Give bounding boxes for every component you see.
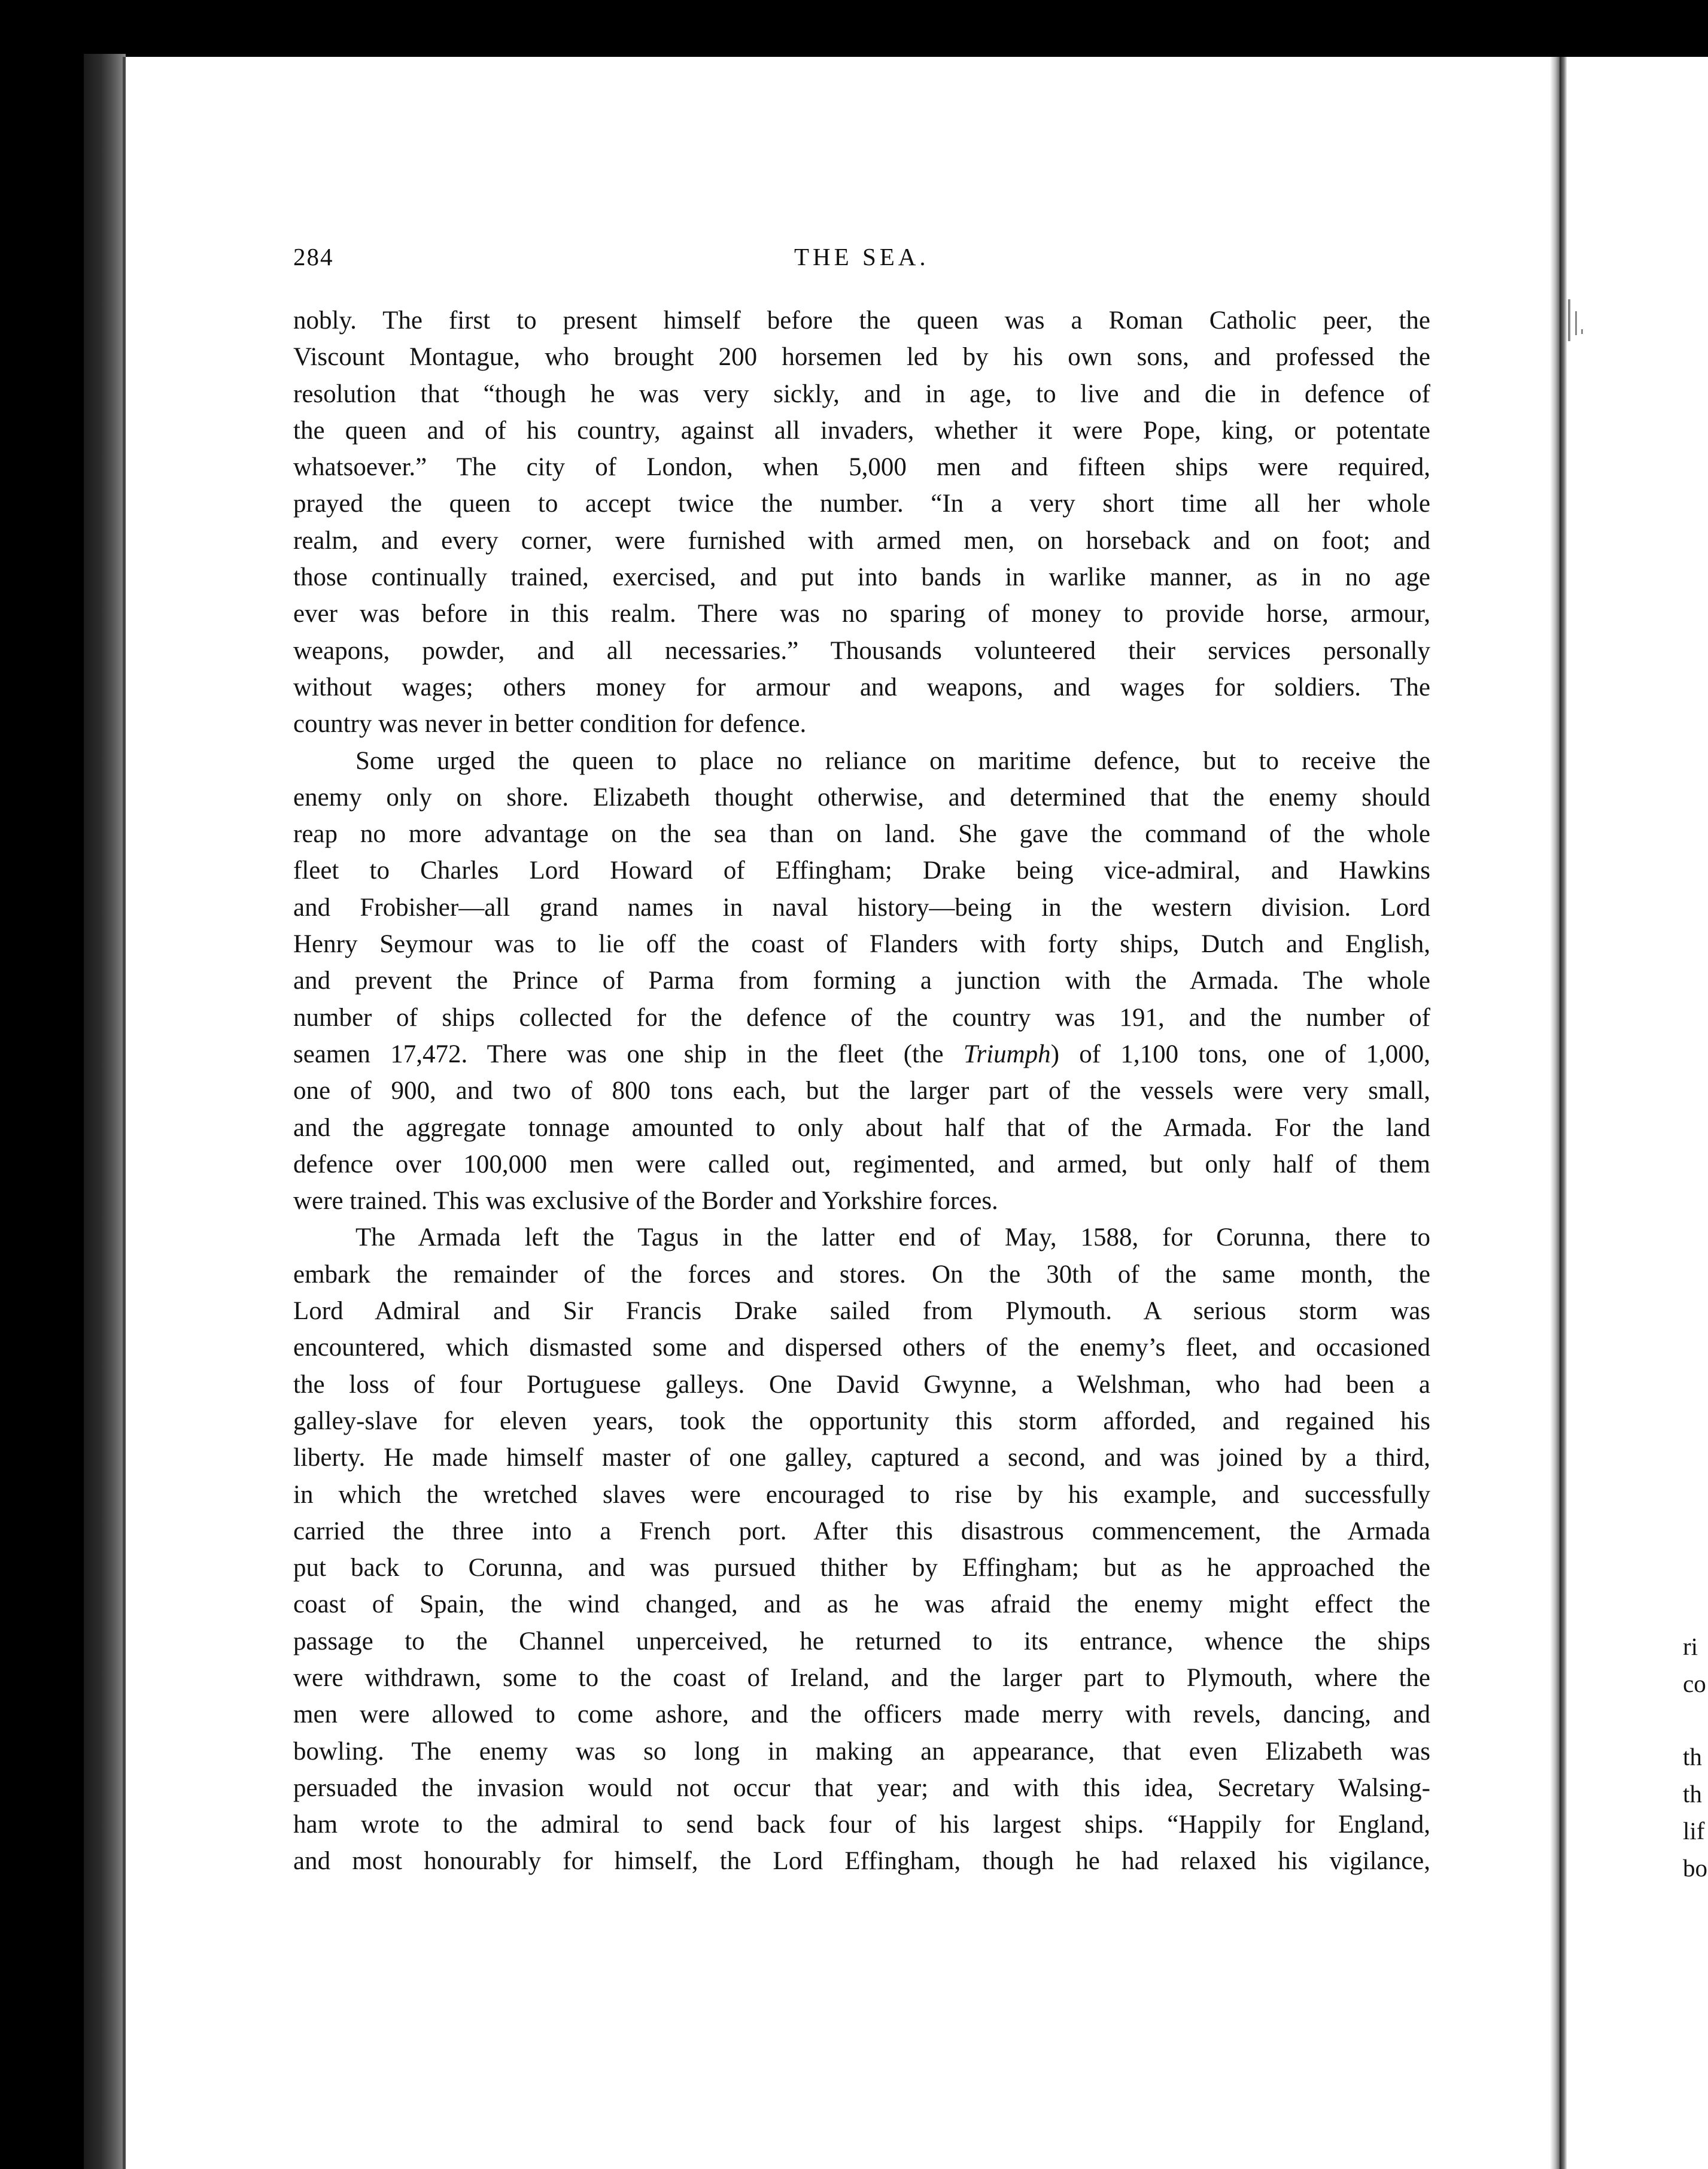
text-line: prayed the queen to accept twice the number. “In a very short time all her whole (293, 490, 1430, 518)
text-line: weapons, powder, and all necessaries.” Thousands volunteered their services personally (293, 636, 1430, 665)
text-line: ever was before in this realm. There was no sparing of money to provide horse, armour, (293, 600, 1430, 628)
text-line: men were allowed to come ashore, and the officers made merry with revels, dancing, and (293, 1700, 1430, 1729)
text-line: Lord Admiral and Sir Francis Drake sailed from Plymouth. A serious storm was (293, 1297, 1430, 1326)
text-line: realm, and every corner, were furnished with armed men, on horseback and on foot; and (293, 526, 1430, 555)
text-line: The Armada left the Tagus in the latter end of May, 1588, for Corunna, there to (355, 1223, 1430, 1252)
text-line: the queen and of his country, against all invaders, whether it were Pope, king, or potentate (293, 416, 1430, 445)
text-line: passage to the Channel unperceived, he returned to its entrance, whence the ships (293, 1627, 1430, 1655)
text-line: number of ships collected for the defence of the country was 191, and the number of (293, 1003, 1430, 1032)
text-line: and prevent the Prince of Parma from forming a junction with the Armada. The whole (293, 967, 1430, 995)
fragment: ri (1683, 1633, 1698, 1660)
running-head: THE SEA. (794, 243, 929, 271)
text-line: galley-slave for eleven years, took the opportunity this storm afforded, and regained his (293, 1406, 1430, 1435)
right-page-margin-marks (1563, 287, 1587, 383)
text-line: defence over 100,000 men were called out, regimented, and armed, but only half of them (293, 1150, 1430, 1178)
text-line: whatsoever.” The city of London, when 5,000 men and fifteen ships were required, (293, 453, 1430, 482)
fragment: th (1683, 1780, 1702, 1808)
book-spine (84, 54, 126, 2169)
text-line: and most honourably for himself, the Lord Effingham, though he had relaxed his vigilance, (293, 1847, 1430, 1876)
body-text (293, 302, 1430, 1880)
page-number: 284 (293, 243, 334, 271)
text-line: the loss of four Portuguese galleys. One David Gwynne, a Welshman, who had been a (293, 1370, 1430, 1399)
text-line: and Frobisher—all grand names in naval history—being in the western division. Lord (293, 893, 1430, 922)
text-line: embark the remainder of the forces and stores. On the 30th of the same month, the (293, 1260, 1430, 1289)
text-line: liberty. He made himself master of one galley, captured a second, and was joined by a third, (293, 1444, 1430, 1472)
text-line: carried the three into a French port. After this disastrous commencement, the Armada (293, 1517, 1430, 1545)
fragment: lif (1683, 1817, 1705, 1845)
text-line: one of 900, and two of 800 tons each, but the larger part of the vessels were very small, (293, 1077, 1430, 1105)
text-line: were trained. This was exclusive of the Border and Yorkshire forces. (293, 1187, 998, 1216)
fragment: co (1683, 1670, 1706, 1697)
text-line: in which the wretched slaves were encouraged to rise by his example, and successfully (293, 1480, 1430, 1509)
fragment: bo (1683, 1854, 1707, 1882)
text-line: encountered, which dismasted some and dispersed others of the enemy’s fleet, and occasioned (293, 1333, 1430, 1362)
text-line: enemy only on shore. Elizabeth thought otherwise, and determined that the enemy should (293, 783, 1430, 812)
text-line: ham wrote to the admiral to send back four of his largest ships. “Happily for England, (293, 1810, 1430, 1839)
text-line: seamen 17,472. There was one ship in the fleet (the Triumph) of 1,100 tons, one of 1,000, (293, 1040, 1430, 1068)
text-line: persuaded the invasion would not occur that year; and with this idea, Secretary Walsing- (293, 1773, 1430, 1802)
text-line: put back to Corunna, and was pursued thither by Effingham; but as he approached the (293, 1554, 1430, 1582)
text-line: nobly. The first to present himself before the queen was a Roman Catholic peer, the (293, 306, 1430, 335)
text-line: and the aggregate tonnage amounted to only about half that of the Armada. For the land (293, 1113, 1430, 1142)
text-line: resolution that “though he was very sickly, and in age, to live and die in defence of (293, 379, 1430, 408)
text-line: Henry Seymour was to lie off the coast of Flanders with forty ships, Dutch and English, (293, 930, 1430, 959)
text-line: country was never in better condition for defence. (293, 710, 807, 739)
text-line: were withdrawn, some to the coast of Ireland, and the larger part to Plymouth, where the (293, 1663, 1430, 1692)
ship-name: Triumph (963, 1040, 1051, 1068)
text-line: reap no more advantage on the sea than on land. She gave the command of the whole (293, 820, 1430, 849)
text-line: Some urged the queen to place no reliance on maritime defence, but to receive the (355, 746, 1430, 775)
right-page-text-fragments (1683, 1628, 1708, 1887)
text-line: coast of Spain, the wind changed, and as he was afraid the enemy might effect the (293, 1590, 1430, 1619)
fragment: th (1683, 1743, 1702, 1770)
text-line: bowling. The enemy was so long in making an appearance, that even Elizabeth was (293, 1737, 1430, 1766)
text-line: Viscount Montague, who brought 200 horsemen led by his own sons, and professed the (293, 343, 1430, 372)
text-line: those continually trained, exercised, and put into bands in warlike manner, as in no age (293, 563, 1430, 592)
text-line: without wages; others money for armour and weapons, and wages for soldiers. The (293, 673, 1430, 701)
text-line: fleet to Charles Lord Howard of Effingham; Drake being vice-admiral, and Hawkins (293, 856, 1430, 885)
